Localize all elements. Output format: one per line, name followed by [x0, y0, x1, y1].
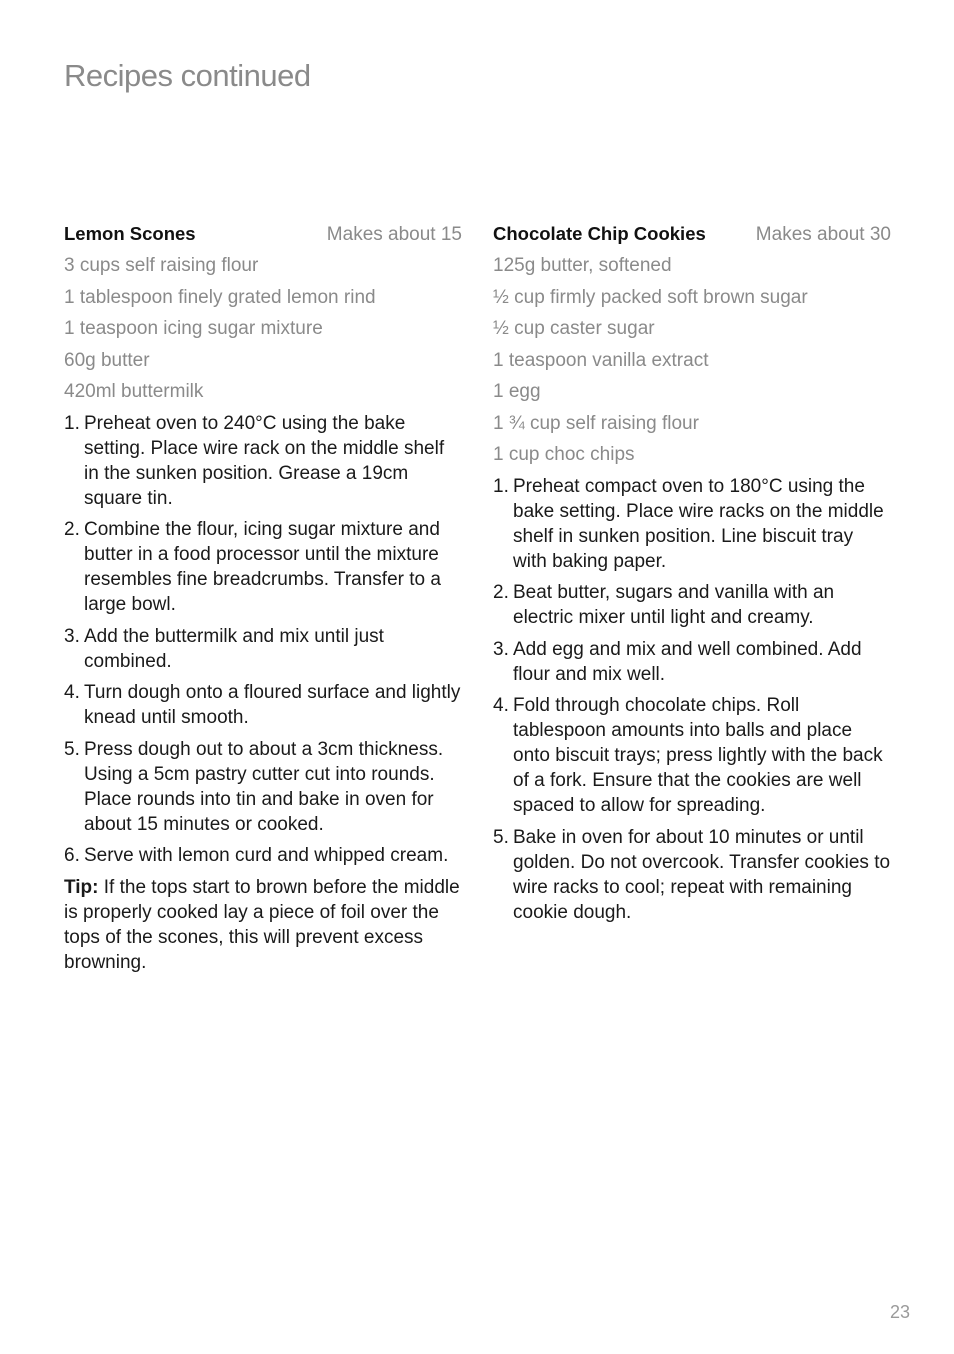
- ingredient-item: ½ cup firmly packed soft brown sugar: [493, 286, 808, 308]
- ingredient-item: 420ml buttermilk: [64, 381, 204, 402]
- recipe-header: [64, 221, 462, 248]
- ingredient-list: [493, 253, 891, 468]
- recipe-yield: Makes about 30: [755, 224, 891, 245]
- method-step: [64, 737, 462, 837]
- recipe-lemon-scones: [64, 221, 462, 975]
- ingredient-item: 1 teaspoon vanilla extract: [493, 349, 709, 371]
- recipe-yield: Makes about 15: [326, 224, 462, 245]
- method-step: [493, 637, 891, 687]
- step-text: Serve with lemon curd and whipped cream.: [84, 845, 449, 866]
- step-number: 6.: [64, 845, 80, 866]
- step-text: Bake in oven for about 10 minutes or until golden. Do not overcook. Transfer cookies to wire racks to cool; repeat with remaining cookie dough.: [513, 826, 891, 923]
- ingredient-item: 1 cup choc chips: [493, 444, 635, 465]
- ingredient-item: 60g butter: [64, 349, 150, 371]
- step-number: 2.: [493, 582, 509, 603]
- ingredient-item: 1 tablespoon finely grated lemon rind: [64, 286, 376, 308]
- method-steps: [493, 474, 891, 925]
- step-number: 2.: [64, 519, 80, 540]
- method-step: [64, 680, 462, 730]
- page-title: Recipes continued: [64, 58, 311, 93]
- ingredient-item: 1 ¾ cup self raising flour: [493, 412, 699, 434]
- recipe-chocolate-chip-cookies: [493, 221, 891, 931]
- step-text: Turn dough onto a floured surface and lightly knead until smooth.: [84, 682, 461, 728]
- step-number: 4.: [493, 695, 509, 716]
- step-text: Preheat compact oven to 180°C using the bake setting. Place wire racks on the middle shelf in sunken position. Line biscuit tray with baking paper.: [513, 475, 884, 572]
- step-number: 5.: [64, 738, 80, 760]
- step-text: Beat butter, sugars and vanilla with an electric mixer until light and creamy.: [513, 582, 835, 628]
- step-text: Add egg and mix and well combined. Add flour and mix well.: [513, 638, 862, 685]
- method-step: [64, 624, 462, 674]
- step-text: Press dough out to about a 3cm thickness. Using a 5cm pastry cutter cut into rounds. Place rounds into tin and bake in oven for about 15 minutes or cooked.: [84, 738, 444, 835]
- method-step: [64, 843, 462, 868]
- method-steps: [64, 411, 462, 869]
- method-step: [493, 474, 891, 574]
- method-step: [493, 825, 891, 925]
- tip-note: [64, 875, 462, 975]
- step-number: 3.: [64, 625, 80, 647]
- recipe-title: Lemon Scones: [64, 223, 196, 244]
- method-step: [64, 517, 462, 617]
- method-step: [493, 693, 891, 818]
- step-number: 5.: [493, 826, 509, 848]
- step-text: Preheat oven to 240°C using the bake setting. Place wire rack on the middle shelf in the sunken position. Grease a 19cm square tin.: [84, 412, 445, 509]
- step-number: 4.: [64, 682, 80, 703]
- method-step: [493, 580, 891, 630]
- step-number: 1.: [493, 475, 509, 497]
- page-number: 23: [889, 1302, 910, 1322]
- method-step: [64, 411, 462, 511]
- step-text: Add the buttermilk and mix until just combined.: [84, 625, 384, 672]
- tip-label: Tip:: [64, 876, 99, 898]
- recipe-title: Chocolate Chip Cookies: [493, 223, 706, 244]
- ingredient-item: 125g butter, softened: [493, 255, 672, 276]
- step-text: Combine the flour, icing sugar mixture and butter in a food processor until the mixture resembles fine breadcrumbs. Transfer to a large bowl.: [84, 519, 441, 615]
- step-text: Fold through chocolate chips. Roll tablespoon amounts into balls and place onto biscuit trays; press lightly with the back of a fork. Ensure that the cookies are well spaced to allow for spreading.: [513, 695, 883, 816]
- ingredient-item: 1 egg: [493, 381, 541, 402]
- step-number: 1.: [64, 412, 80, 434]
- recipe-header: [493, 221, 891, 248]
- step-number: 3.: [493, 638, 509, 660]
- ingredient-item: 3 cups self raising flour: [64, 255, 259, 276]
- ingredient-item: 1 teaspoon icing sugar mixture: [64, 318, 323, 339]
- ingredient-item: ½ cup caster sugar: [493, 318, 655, 339]
- ingredient-list: [64, 253, 462, 405]
- tip-text: If the tops start to brown before the middle is properly cooked lay a piece of foil over the tops of the scones, this will prevent excess browning.: [64, 876, 460, 973]
